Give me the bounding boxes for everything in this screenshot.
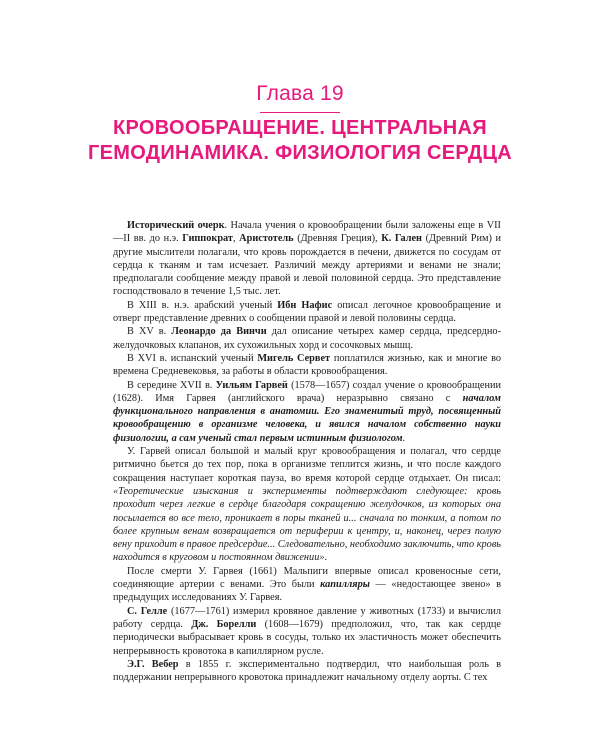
name-leonardo: Леонардо да Винчи — [171, 326, 267, 338]
paragraph-servetus: В XVI в. испанский ученый Мигель Сервет поплатился жизнью, как и многие во времена Средневековья, за работы в области кровообращения. — [113, 352, 502, 378]
name-ibn-nafis: Ибн Нафис — [277, 299, 333, 311]
name-hales: С. Гелле — [127, 605, 168, 617]
harvey-quote: «Теоретические изыскания и эксперименты подтверждают следующее: кровь проходит через легкие в сердце благодаря сокращению желудочков, из которых она посылается во все тело, проникает в поры тканей и... сначала по тонким, а потом по более крупным венам возвращается от периферии к центру, и, наконец, через полую вену приходит в правое предсердие... Следовательно, необходимо заключить, что кровь находится в круговом и постоянном движении» — [113, 485, 501, 564]
name-hippocrates: Гиппократ — [182, 233, 233, 245]
paragraph-historical-outline: Исторический очерк. Начала учения о кровообращении были заложены еще в VII—II вв. до н.э. Гиппократ, Аристотель (Древняя Греция), К. Гален (Древний Рим) и другие мыслители полагали, что кровь порождается в печени, движется по сосудам от сердца к тканям и там исчезает. Различий между артериями и венами не знали; предполагали сообщение между правой и левой половиной сердца. Это представление господствовало в течение 1,5 тыс. лет. — [113, 220, 502, 298]
emphasis-harvey: началом функционального направления в анатомии. Его знаменитый труд, посвященный кровообращению в организме человека, и явился началом собственно науки физиологии, а сам ученый стал первым истинным физиологом — [113, 392, 501, 444]
chapter-underline — [260, 112, 340, 113]
name-galen: К. Гален — [381, 233, 422, 245]
name-aristotle: Аристотель — [239, 233, 294, 245]
paragraph-harvey: В середине XVII в. Уильям Гарвей (1578—1657) создал учение о кровообращении (1628). Имя Гарвея (английского врача) неразрывно связано с началом функционального направления в анатомии. Его знаменитый труд, посвященный кровообращению в организме человека, и явился началом собственно науки физиологии, а сам ученый стал первым истинным физиологом. — [113, 379, 501, 444]
paragraph-harvey-quote: У. Гарвей описал большой и малый круг кровообращения и полагал, что сердце ритмично бьется до тех пор, пока в организме теплится жизнь, и что после каждого сокращения наступает короткая пауза, во время которой сердце отдыхает. Он писал: «Теоретические изыскания и эксперименты подтверждают следующее: кровь проходит через легкие в сердце благодаря сокращению желудочков, из которых она посылается во все тело, проникает в поры тканей и... сначала по тонким, а потом по более крупным венам возвращается от периферии к центру, и, наконец, через полую вену приходит в правое предсердие... Следовательно, необходимо заключить, что кровь находится в круговом и постоянном движении». — [113, 446, 501, 564]
name-weber: Э.Г. Вебер — [127, 658, 179, 670]
chapter-title-line-1: КРОВООБРАЩЕНИЕ. ЦЕНТРАЛЬНАЯ — [113, 117, 487, 139]
name-borelli: Дж. Борелли — [191, 618, 257, 630]
paragraph-hales-borelli: С. Гелле (1677—1761) измерил кровяное давление у животных (1733) и вычислил работу сердца. Дж. Борелли (1608—1679) предположил, что, так как сердце периодически выбрасывает кровь в сосуды, только их эластичность может обеспечить непрерывность кровотока в капиллярном русле. — [113, 605, 501, 657]
paragraph-leonardo: В XV в. Леонардо да Винчи дал описание четырех камер сердца, предсердно-желудочковых клапанов, их сухожильных хорд и сосочковых мышц. — [113, 326, 502, 351]
chapter-number: Глава 19 — [256, 82, 344, 105]
paragraph-weber: Э.Г. Вебер в 1855 г. экспериментально подтвердил, что наибольшая роль в поддержании непрерывного кровотока принадлежит начальному отделу аорты. С тех — [113, 658, 501, 684]
section-lead: Исторический очерк — [127, 220, 225, 231]
body-text — [113, 219, 501, 684]
name-harvey: Уильям Гарвей — [215, 379, 288, 391]
paragraph-ibn-nafis: В XIII в. н.э. арабский ученый Ибн Нафис описал легочное кровообращение и отверг представление древних о сообщении правой и левой половины сердца. — [113, 299, 502, 325]
chapter-title-line-2: ГЕМОДИНАМИКА. ФИЗИОЛОГИЯ СЕРДЦА — [87, 142, 513, 164]
chapter-title — [40, 116, 560, 166]
paragraph-malpighi: После смерти У. Гарвея (1661) Мальпиги впервые описал кровеносные сети, соединяющие артерии с венами. Это были капилляры — «недостающее звено» в предыдущих исследованиях У. Гарвея. — [113, 565, 501, 604]
term-capillaries: капилляры — [320, 579, 370, 591]
name-servetus: Мигель Сервет — [257, 352, 331, 364]
